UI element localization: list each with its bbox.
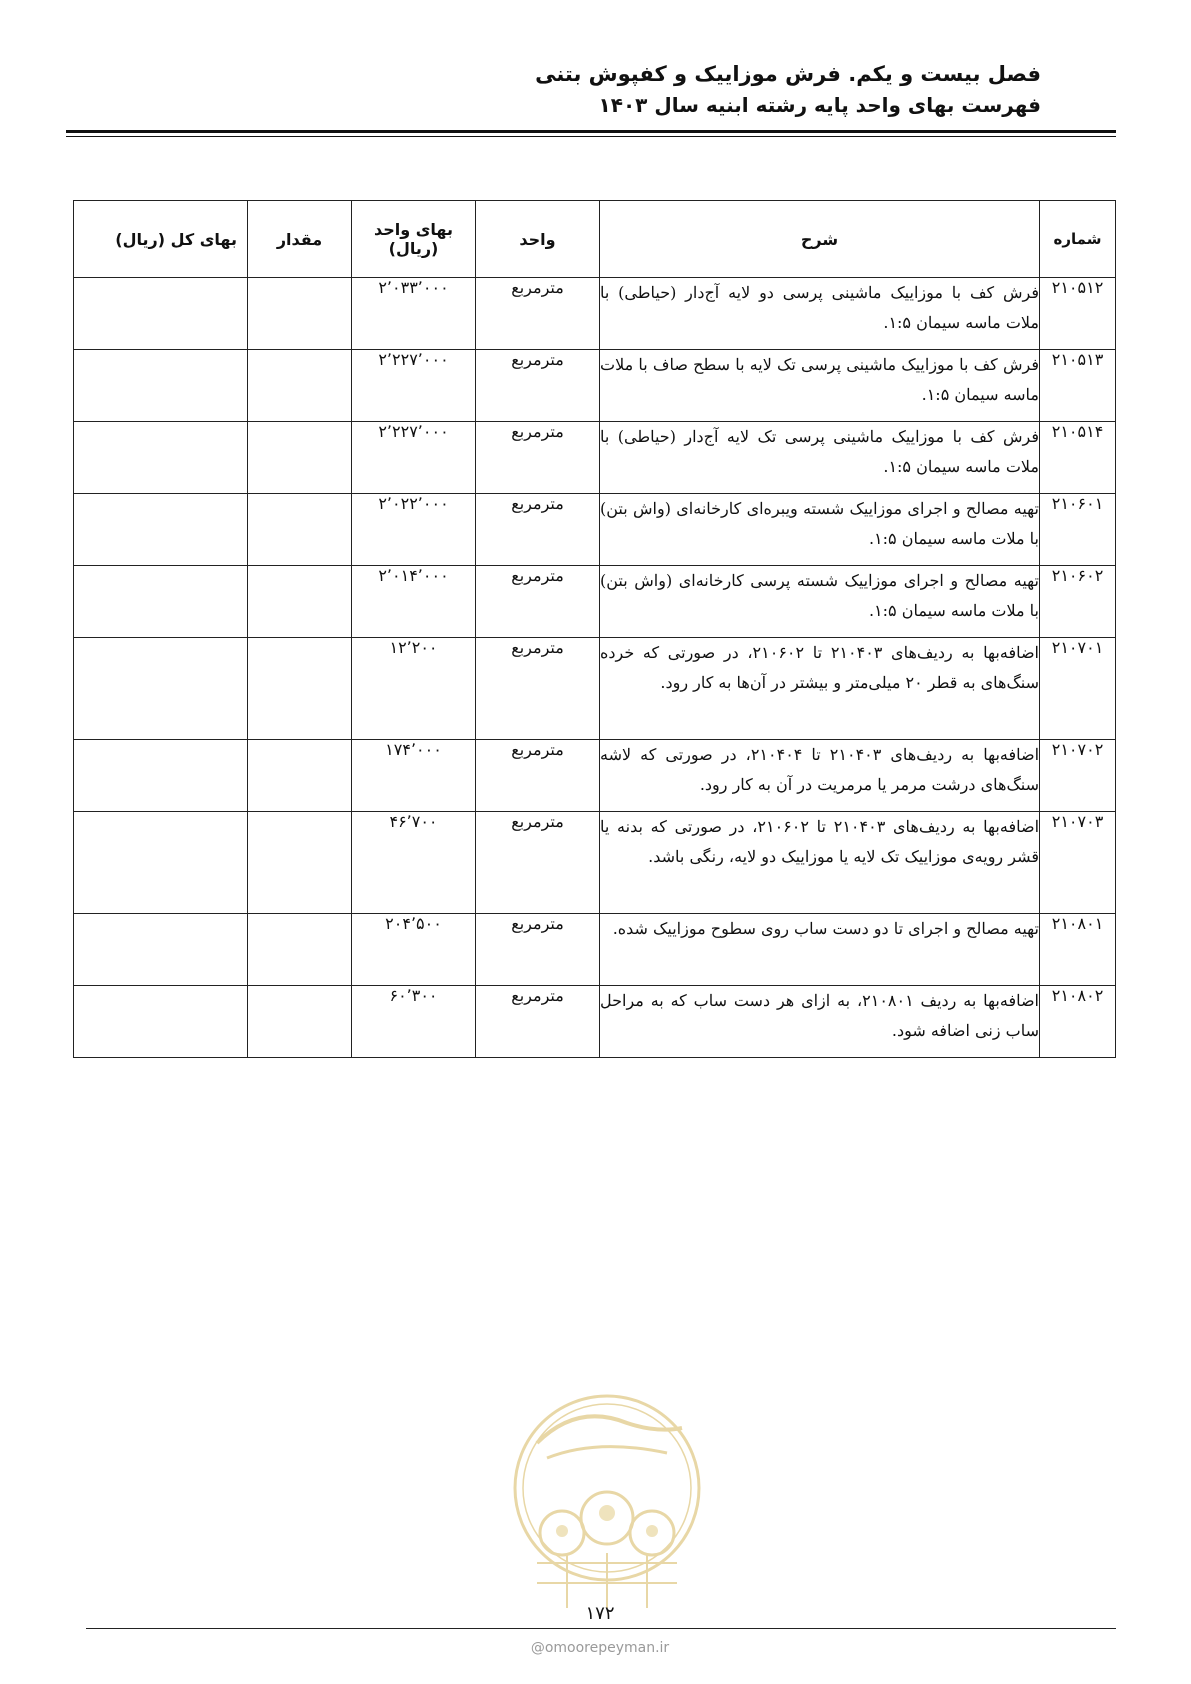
header-unit-price bbox=[352, 201, 476, 278]
footer-rule bbox=[86, 1628, 1116, 1629]
row-unit-price: ۴۶٬۷۰۰ bbox=[352, 812, 476, 914]
row-quantity[interactable] bbox=[248, 638, 352, 740]
row-unit: مترمربع bbox=[476, 812, 600, 914]
row-description: تهیه مصالح و اجرای موزاییک شسته ویبره‌ای کارخانه‌ای (واش بتن) با ملات ماسه سیمان ۱:۵. bbox=[600, 494, 1040, 566]
row-unit: مترمربع bbox=[476, 494, 600, 566]
row-unit: مترمربع bbox=[476, 566, 600, 638]
omoorepeyman-seal-icon bbox=[507, 1383, 707, 1623]
chapter-title: فصل بیست و یکم. فرش موزاییک و کفپوش بتنی bbox=[535, 62, 1041, 86]
row-quantity[interactable] bbox=[248, 812, 352, 914]
row-total[interactable] bbox=[74, 914, 248, 986]
row-quantity[interactable] bbox=[248, 986, 352, 1058]
table-row bbox=[74, 638, 1116, 740]
row-quantity[interactable] bbox=[248, 422, 352, 494]
table-row bbox=[74, 422, 1116, 494]
row-description: فرش کف با موزاییک ماشینی پرسی تک لایه با سطح صاف با ملات ماسه سیمان ۱:۵. bbox=[600, 350, 1040, 422]
row-description: اضافه‌بها به ردیف‌های ۲۱۰۴۰۳ تا ۲۱۰۴۰۴، در صورتی که لاشه سنگ‌های درشت مرمر یا مرمریت در آن به کار رود. bbox=[600, 740, 1040, 812]
row-code: ۲۱۰۸۰۱ bbox=[1040, 914, 1116, 986]
row-unit-price: ۶۰٬۳۰۰ bbox=[352, 986, 476, 1058]
row-quantity[interactable] bbox=[248, 278, 352, 350]
row-unit: مترمربع bbox=[476, 422, 600, 494]
row-code: ۲۱۰۸۰۲ bbox=[1040, 986, 1116, 1058]
header-total-price: بهای کل (ریال) bbox=[74, 201, 248, 278]
row-unit: مترمربع bbox=[476, 350, 600, 422]
table-row bbox=[74, 812, 1116, 914]
row-total[interactable] bbox=[74, 278, 248, 350]
row-code: ۲۱۰۷۰۱ bbox=[1040, 638, 1116, 740]
row-unit: مترمربع bbox=[476, 278, 600, 350]
row-total[interactable] bbox=[74, 422, 248, 494]
header-rule-thin bbox=[66, 136, 1116, 137]
table-row bbox=[74, 914, 1116, 986]
table-row bbox=[74, 566, 1116, 638]
seal-graphic bbox=[507, 1383, 707, 1623]
row-unit-price: ۲٬۲۲۷٬۰۰۰ bbox=[352, 350, 476, 422]
header-rule-thick bbox=[66, 130, 1116, 133]
header-unit: واحد bbox=[476, 201, 600, 278]
row-quantity[interactable] bbox=[248, 350, 352, 422]
row-description: اضافه‌بها به ردیف‌های ۲۱۰۴۰۳ تا ۲۱۰۶۰۲، در صورتی که خرده سنگ‌های به قطر ۲۰ میلی‌متر و بیشتر در آن‌ها به کار رود. bbox=[600, 638, 1040, 740]
row-unit-price: ۲٬۰۲۲٬۰۰۰ bbox=[352, 494, 476, 566]
table-row bbox=[74, 350, 1116, 422]
page-number: ۱۷۲ bbox=[585, 1603, 615, 1624]
footer-url: @omoorepeyman.ir bbox=[530, 1640, 670, 1656]
row-description: اضافه‌بها به ردیف ۲۱۰۸۰۱، به ازای هر دست ساب که به مراحل ساب زنی اضافه شود. bbox=[600, 986, 1040, 1058]
table-row bbox=[74, 278, 1116, 350]
table-row bbox=[74, 986, 1116, 1058]
row-total[interactable] bbox=[74, 494, 248, 566]
row-code: ۲۱۰۶۰۱ bbox=[1040, 494, 1116, 566]
row-description: تهیه مصالح و اجرای تا دو دست ساب روی سطوح موزاییک شده. bbox=[600, 914, 1040, 986]
row-unit-price: ۲۰۴٬۵۰۰ bbox=[352, 914, 476, 986]
row-unit: مترمربع bbox=[476, 740, 600, 812]
row-total[interactable] bbox=[74, 986, 248, 1058]
header-unit-price-label: بهای واحد bbox=[373, 220, 453, 239]
price-list-table bbox=[73, 200, 1116, 1058]
row-description: اضافه‌بها به ردیف‌های ۲۱۰۴۰۳ تا ۲۱۰۶۰۲، در صورتی که بدنه یا قشر رویه‌ی موزاییک تک لایه یا موزاییک دو لایه، رنگی باشد. bbox=[600, 812, 1040, 914]
row-quantity[interactable] bbox=[248, 494, 352, 566]
row-code: ۲۱۰۵۱۴ bbox=[1040, 422, 1116, 494]
header-unit-price-currency: (ریال) bbox=[388, 239, 439, 258]
row-description: فرش کف با موزاییک ماشینی پرسی دو لایه آج‌دار (حیاطی) با ملات ماسه سیمان ۱:۵. bbox=[600, 278, 1040, 350]
row-total[interactable] bbox=[74, 566, 248, 638]
row-unit-price: ۲٬۰۳۳٬۰۰۰ bbox=[352, 278, 476, 350]
row-unit: مترمربع bbox=[476, 986, 600, 1058]
row-code: ۲۱۰۵۱۲ bbox=[1040, 278, 1116, 350]
row-quantity[interactable] bbox=[248, 566, 352, 638]
row-total[interactable] bbox=[74, 350, 248, 422]
row-unit: مترمربع bbox=[476, 638, 600, 740]
row-quantity[interactable] bbox=[248, 914, 352, 986]
header-quantity: مقدار bbox=[248, 201, 352, 278]
row-total[interactable] bbox=[74, 638, 248, 740]
price-list-title: فهرست بهای واحد پایه رشته ابنیه سال ۱۴۰۳ bbox=[598, 93, 1041, 117]
header-code: شماره bbox=[1040, 201, 1116, 278]
row-code: ۲۱۰۷۰۲ bbox=[1040, 740, 1116, 812]
row-quantity[interactable] bbox=[248, 740, 352, 812]
row-code: ۲۱۰۵۱۳ bbox=[1040, 350, 1116, 422]
header-description: شرح bbox=[600, 201, 1040, 278]
row-total[interactable] bbox=[74, 740, 248, 812]
row-unit: مترمربع bbox=[476, 914, 600, 986]
row-total[interactable] bbox=[74, 812, 248, 914]
page-header bbox=[41, 58, 1041, 120]
row-unit-price: ۲٬۲۲۷٬۰۰۰ bbox=[352, 422, 476, 494]
row-unit-price: ۱۲٬۲۰۰ bbox=[352, 638, 476, 740]
row-code: ۲۱۰۷۰۳ bbox=[1040, 812, 1116, 914]
row-description: فرش کف با موزاییک ماشینی پرسی تک لایه آج‌دار (حیاطی) با ملات ماسه سیمان ۱:۵. bbox=[600, 422, 1040, 494]
row-unit-price: ۱۷۴٬۰۰۰ bbox=[352, 740, 476, 812]
row-code: ۲۱۰۶۰۲ bbox=[1040, 566, 1116, 638]
row-unit-price: ۲٬۰۱۴٬۰۰۰ bbox=[352, 566, 476, 638]
table-row bbox=[74, 494, 1116, 566]
row-description: تهیه مصالح و اجرای موزاییک شسته پرسی کارخانه‌ای (واش بتن) با ملات ماسه سیمان ۱:۵. bbox=[600, 566, 1040, 638]
table-header-row bbox=[74, 201, 1116, 278]
table-row bbox=[74, 740, 1116, 812]
